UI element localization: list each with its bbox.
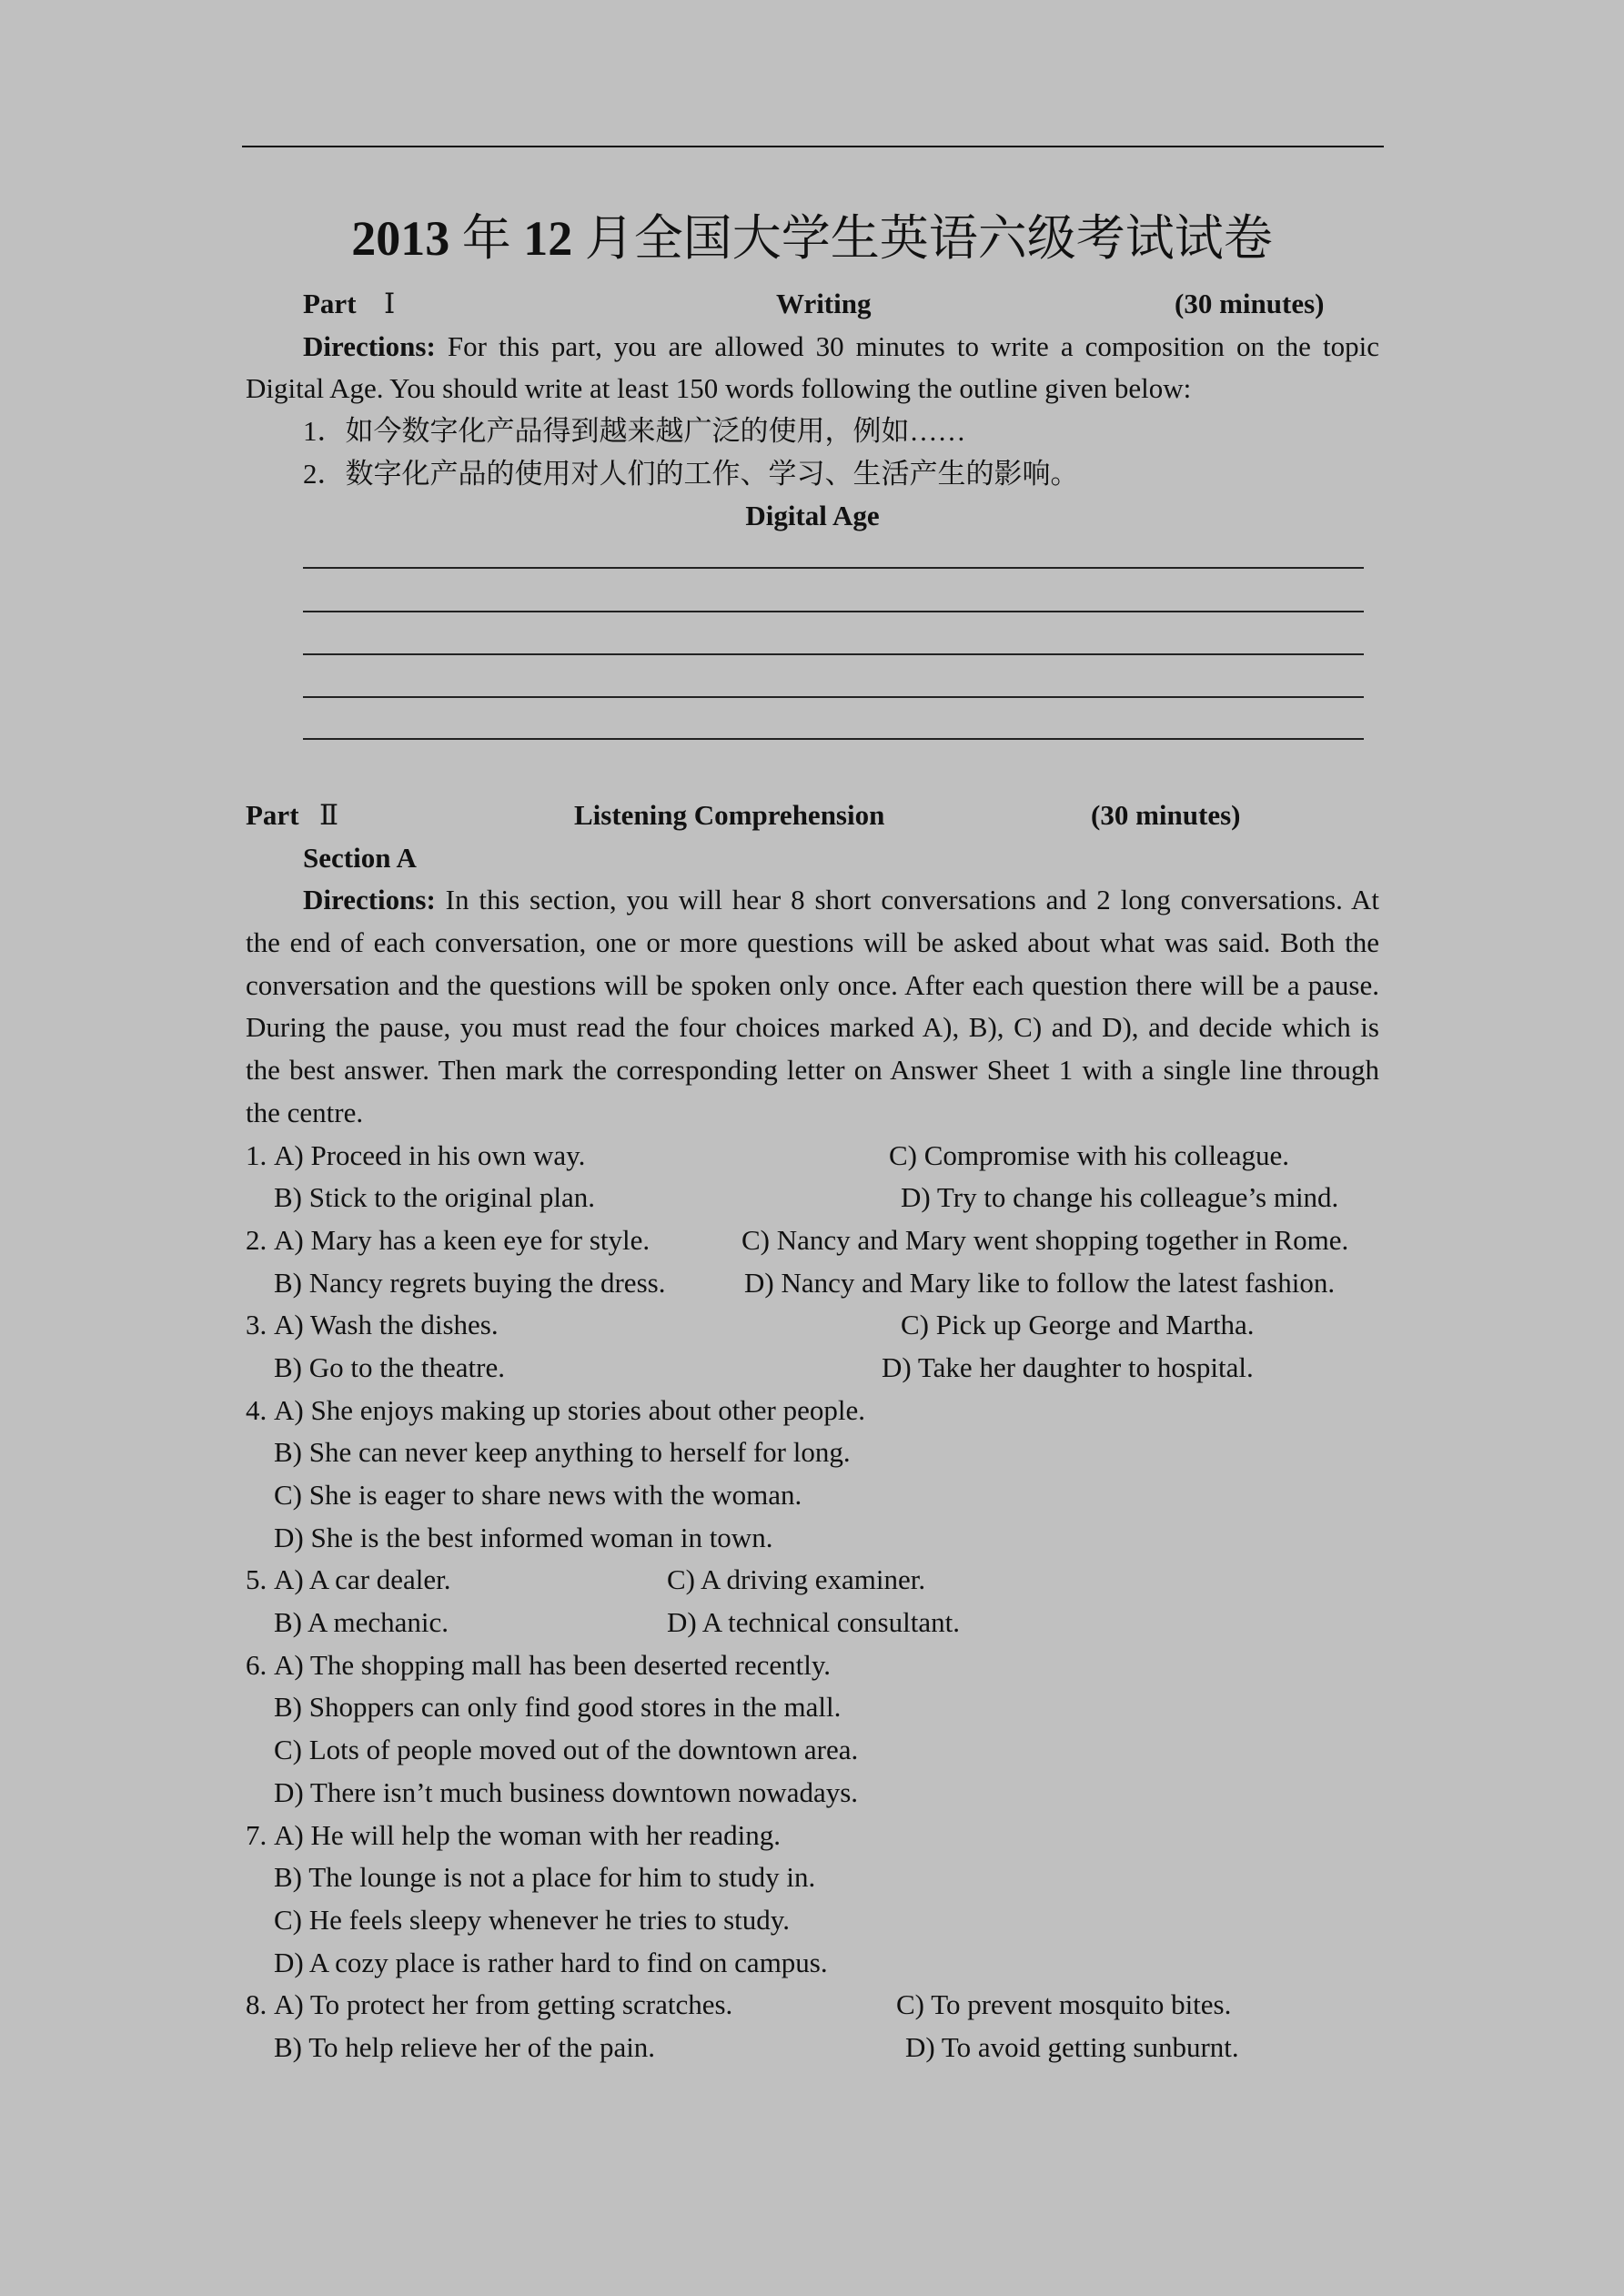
question-2-option-b: B) Nancy regrets buying the dress. — [274, 1266, 666, 1299]
question-number: 6. — [246, 1648, 267, 1681]
question-2 — [246, 1219, 1379, 1304]
question-number: 1. — [246, 1138, 267, 1171]
outline-item-1: 1．如今数字化产品得到越来越广泛的使用，例如…… — [303, 415, 966, 448]
question-7 — [246, 1815, 1379, 1985]
question-2-option-a: A) Mary has a keen eye for style. — [274, 1223, 651, 1256]
question-row — [246, 1390, 1379, 1432]
question-number: 4. — [246, 1393, 267, 1426]
title-year: 2013 — [351, 211, 450, 266]
question-3-option-c: C) Pick up George and Martha. — [901, 1309, 1255, 1341]
part-2-time: (30 minutes) — [1091, 799, 1241, 831]
part-1-writing — [246, 283, 1379, 538]
question-4-option-b: B) She can never keep anything to herself for long. — [274, 1436, 851, 1469]
directions-text: During the pause, you must read the four choices marked A), B), C) and D), and decide which is — [246, 1011, 1379, 1044]
part-2-directions-line-1 — [246, 879, 1379, 922]
part-1-directions-line-1 — [246, 326, 1379, 369]
question-row — [246, 1729, 1379, 1772]
question-row — [246, 1177, 1379, 1219]
section-heading: Section A — [303, 841, 417, 874]
question-1-option-c: C) Compromise with his colleague. — [889, 1138, 1289, 1171]
question-1-option-b: B) Stick to the original plan. — [274, 1181, 596, 1214]
title-month: 12 — [523, 211, 573, 266]
part-2-header — [246, 794, 1379, 837]
question-row — [246, 1815, 1379, 1857]
question-4 — [246, 1390, 1379, 1560]
question-1-option-d: D) Try to change his colleague’s mind. — [901, 1181, 1339, 1214]
question-3-option-b: B) Go to the theatre. — [274, 1350, 505, 1383]
question-row — [246, 1262, 1379, 1305]
question-4-option-c: C) She is eager to share news with the woman. — [274, 1479, 802, 1511]
question-5 — [246, 1559, 1379, 1644]
question-4-option-a: A) She enjoys making up stories about other people. — [274, 1393, 866, 1426]
directions-text: the best answer. Then mark the corresponding letter on Answer Sheet 1 with a single line through — [246, 1054, 1379, 1087]
answer-line — [303, 696, 1364, 698]
directions-label: Directions: — [303, 329, 436, 362]
question-row — [246, 1856, 1379, 1899]
question-1 — [246, 1135, 1379, 1219]
question-5-option-b: B) A mechanic. — [274, 1606, 449, 1639]
question-2-option-c: C) Nancy and Mary went shopping together in Rome. — [741, 1223, 1349, 1256]
question-6 — [246, 1644, 1379, 1815]
directions-text: the centre. — [246, 1096, 364, 1128]
question-row — [246, 1686, 1379, 1729]
directions-text: In this section, you will hear 8 short conversations and 2 long conversations. At — [445, 884, 1380, 916]
question-row — [246, 1347, 1379, 1390]
question-row — [246, 1772, 1379, 1815]
question-number: 8. — [246, 1988, 267, 2021]
question-number: 5. — [246, 1563, 267, 1596]
question-3-option-d: D) Take her daughter to hospital. — [882, 1350, 1254, 1383]
part-2-directions-line-2 — [246, 922, 1379, 965]
directions-text: conversation and the questions will be spoken only once. After each question there will be a pause. — [246, 968, 1379, 1001]
question-2-option-d: D) Nancy and Mary like to follow the latest fashion. — [744, 1266, 1336, 1299]
part-2-directions-line-3 — [246, 965, 1379, 1007]
question-7-option-b: B) The lounge is not a place for him to study in. — [274, 1861, 816, 1894]
question-row — [246, 1517, 1379, 1560]
header-rule — [242, 146, 1384, 147]
outline-item-2: 2．数字化产品的使用对人们的工作、学习、生活产生的影响。 — [303, 457, 1079, 490]
question-6-option-d: D) There isn’t much business downtown nowadays. — [274, 1775, 859, 1808]
question-5-option-d: D) A technical consultant. — [667, 1606, 960, 1639]
question-8-option-c: C) To prevent mosquito bites. — [896, 1988, 1232, 2021]
part-1-numeral: Ⅰ — [384, 288, 396, 319]
question-number: 3. — [246, 1309, 267, 1341]
part-1-name: Writing — [776, 288, 872, 319]
exam-title — [0, 207, 1624, 270]
question-number: 2. — [246, 1223, 267, 1256]
part-2-numeral: Ⅱ — [319, 799, 339, 831]
question-8-option-b: B) To help relieve her of the pain. — [274, 2030, 656, 2063]
directions-label: Directions: — [303, 884, 436, 916]
part-1-directions-line-2 — [246, 368, 1379, 410]
question-3-option-a: A) Wash the dishes. — [274, 1309, 499, 1341]
question-6-option-a: A) The shopping mall has been deserted recently. — [274, 1648, 832, 1681]
part-2-name: Listening Comprehension — [574, 799, 885, 831]
question-row — [246, 2027, 1379, 2069]
title-rest: 月全国大学生英语六级考试试卷 — [584, 211, 1273, 266]
part-1-header — [246, 283, 1379, 326]
question-row — [246, 1899, 1379, 1942]
question-6-option-c: C) Lots of people moved out of the downtown area. — [274, 1734, 859, 1766]
essay-title: Digital Age — [745, 500, 880, 532]
part-2-directions-line-6 — [246, 1092, 1379, 1135]
part-1-label: Part — [303, 288, 357, 319]
question-row — [246, 1135, 1379, 1178]
directions-text: Digital Age. You should write at least 150 words following the outline given below: — [246, 372, 1192, 405]
question-row — [246, 1474, 1379, 1517]
answer-line — [303, 611, 1364, 612]
answer-line — [303, 567, 1364, 569]
question-7-option-c: C) He feels sleepy whenever he tries to study. — [274, 1903, 791, 1936]
part-2-directions-line-4 — [246, 1006, 1379, 1049]
directions-text: For this part, you are allowed 30 minutes to write a composition on the topic — [447, 329, 1379, 362]
question-8 — [246, 1984, 1379, 2068]
question-number: 7. — [246, 1818, 267, 1851]
part-1-time: (30 minutes) — [1175, 288, 1325, 319]
question-row — [246, 1431, 1379, 1474]
question-row — [246, 1559, 1379, 1602]
part-2-listening — [246, 794, 1379, 2069]
question-7-option-d: D) A cozy place is rather hard to find on campus. — [274, 1946, 828, 1978]
question-4-option-d: D) She is the best informed woman in town. — [274, 1521, 773, 1553]
answer-line — [303, 738, 1364, 740]
question-row — [246, 1984, 1379, 2027]
question-5-option-a: A) A car dealer. — [274, 1563, 451, 1596]
part-2-directions-line-5 — [246, 1049, 1379, 1092]
part-2-label: Part — [246, 799, 299, 831]
answer-line — [303, 653, 1364, 655]
question-1-option-a: A) Proceed in his own way. — [274, 1138, 586, 1171]
question-row — [246, 1942, 1379, 1985]
title-year-word: 年 — [461, 211, 511, 266]
question-row — [246, 1644, 1379, 1687]
question-8-option-d: D) To avoid getting sunburnt. — [905, 2030, 1239, 2063]
question-row — [246, 1219, 1379, 1262]
question-7-option-a: A) He will help the woman with her reading. — [274, 1818, 781, 1851]
question-row — [246, 1304, 1379, 1347]
question-6-option-b: B) Shoppers can only find good stores in the mall. — [274, 1691, 842, 1724]
question-5-option-c: C) A driving examiner. — [667, 1563, 926, 1596]
question-3 — [246, 1304, 1379, 1389]
directions-text: the end of each conversation, one or more questions will be asked about what was said. Both the — [246, 926, 1379, 959]
question-8-option-a: A) To protect her from getting scratches. — [274, 1988, 733, 2021]
question-row — [246, 1602, 1379, 1644]
